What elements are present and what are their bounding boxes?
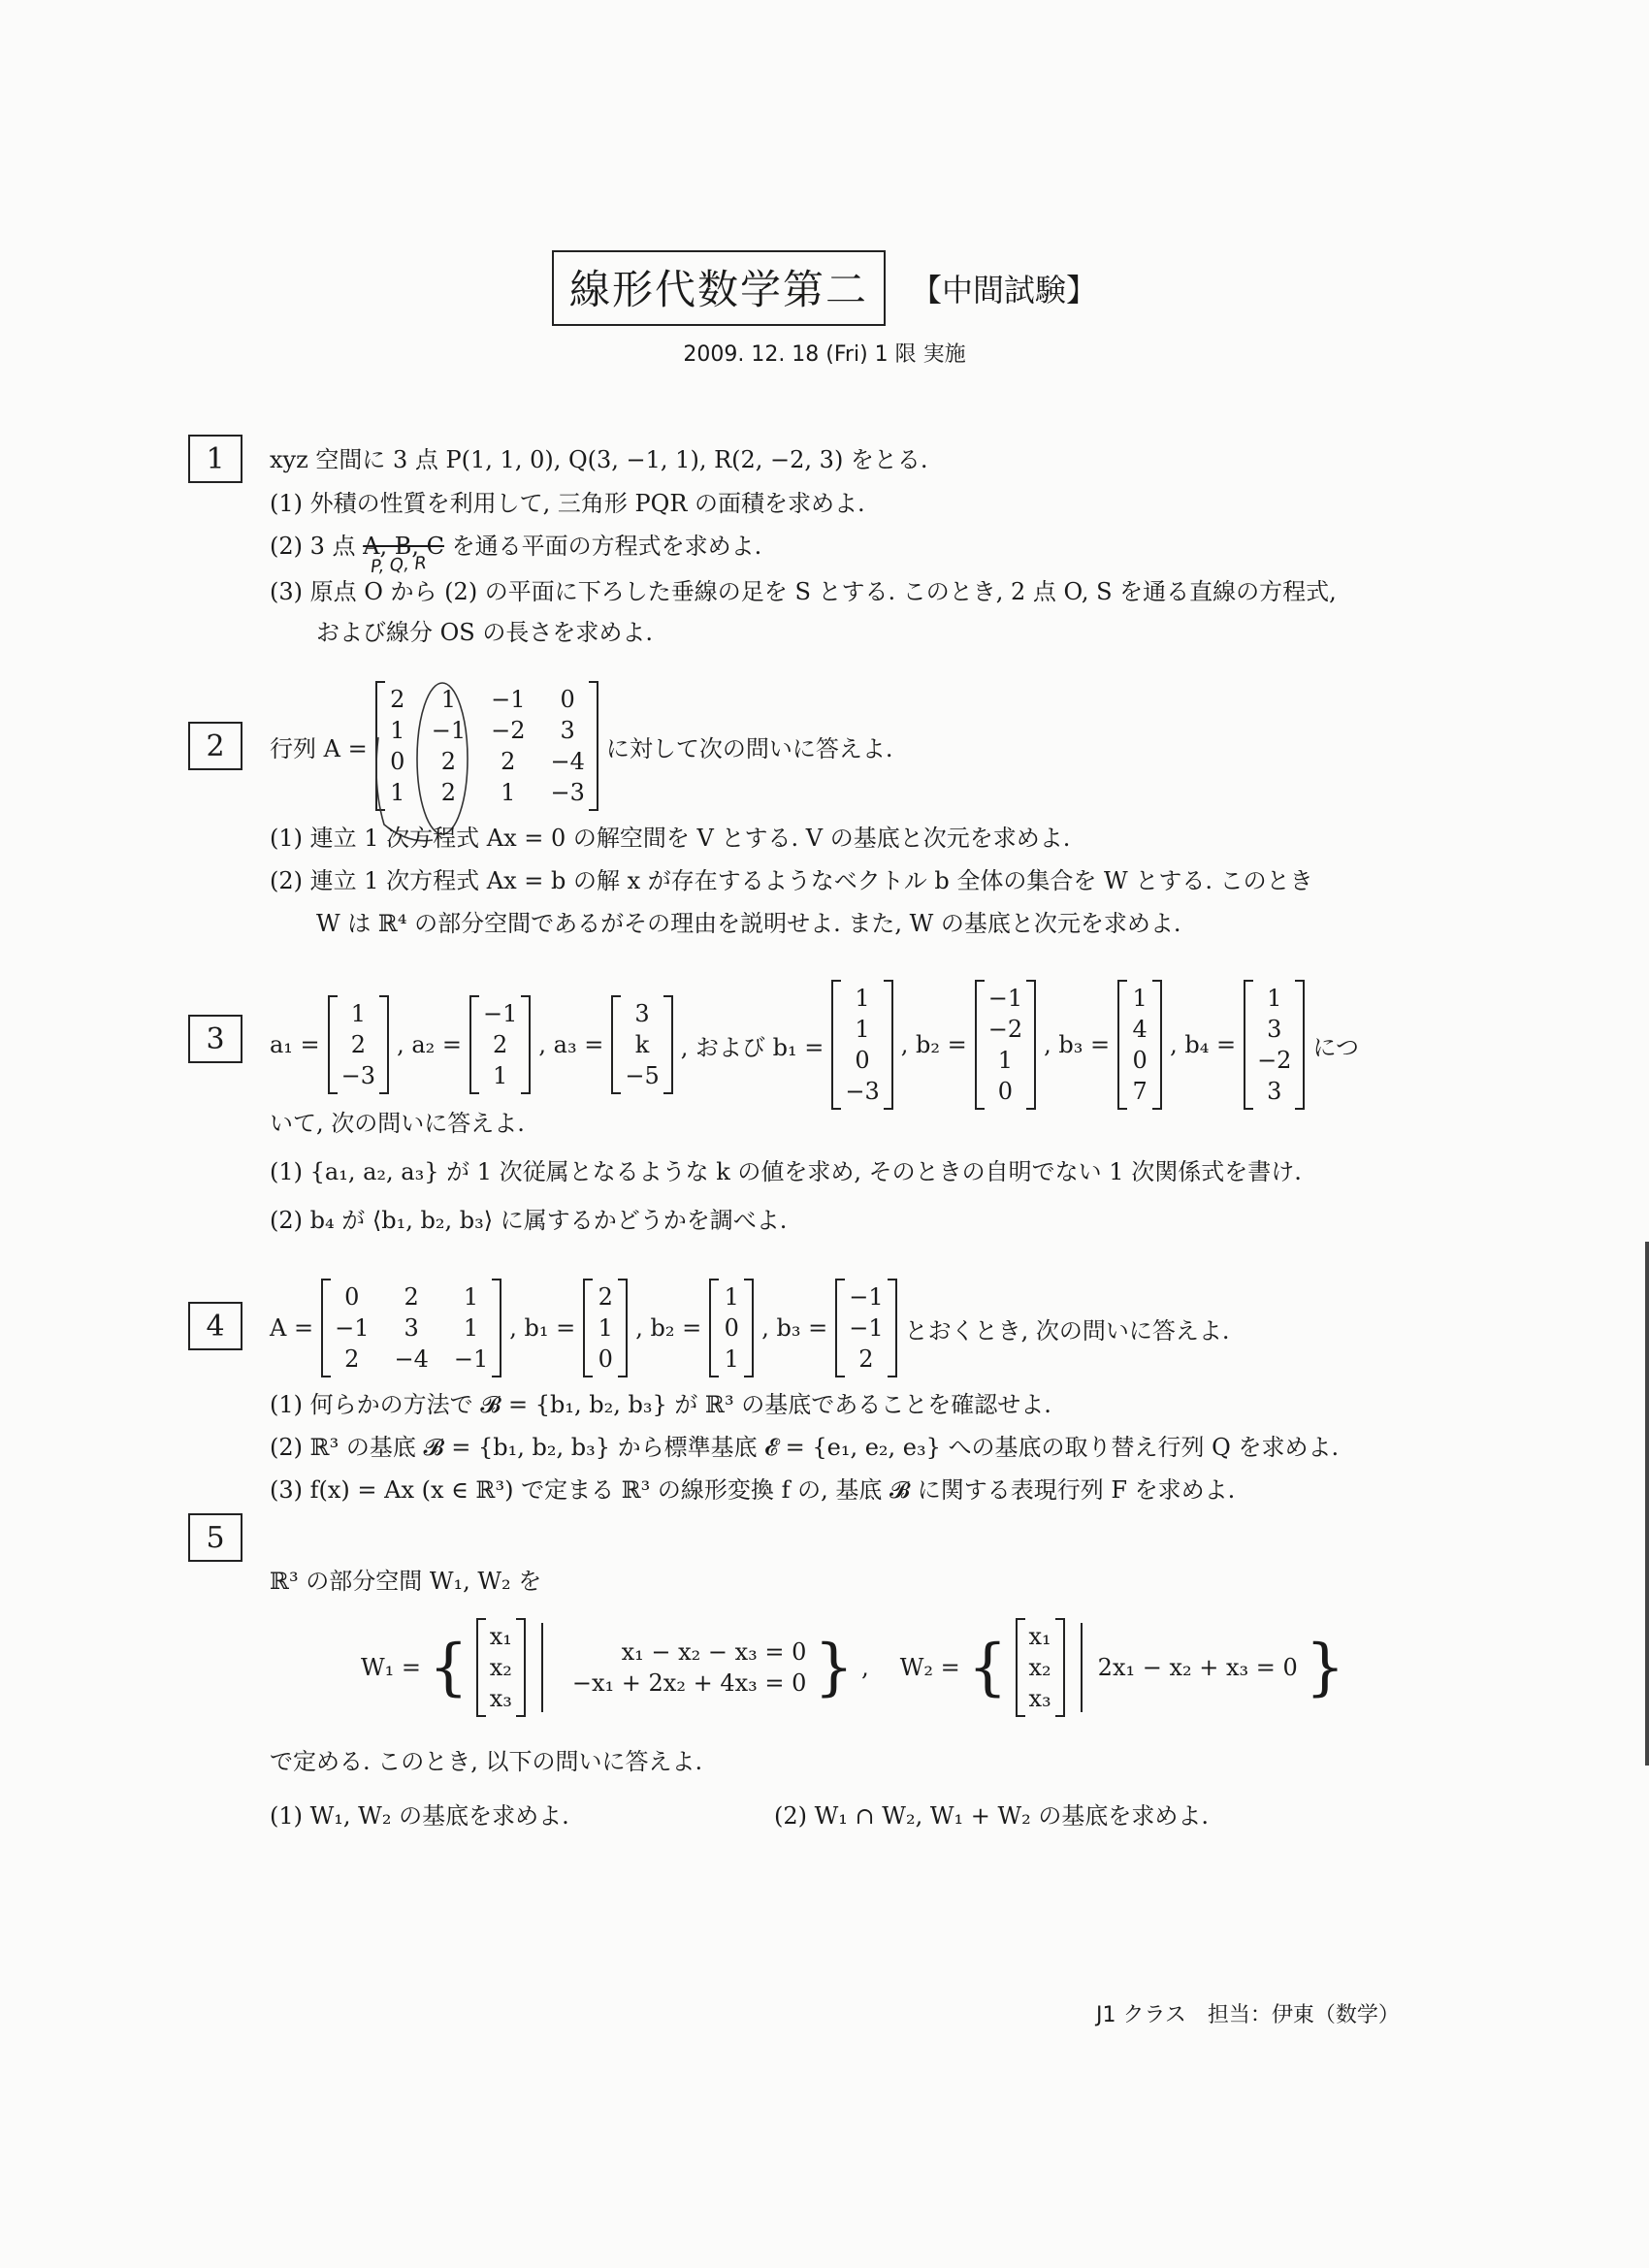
vector-entry: −3 [845, 1078, 880, 1105]
handwritten-pqr: P, Q, R [370, 553, 428, 577]
problem-3-vectors [270, 980, 1359, 1110]
vector-entry: x₃ [1028, 1685, 1051, 1712]
vector-entry: 2 [858, 1345, 874, 1373]
problem-1-q2 [270, 531, 761, 562]
matrix-cell: 0 [560, 686, 575, 713]
scan-edge-mark [1645, 1242, 1649, 1766]
problem-4-q3: (3) f(x) = Ax (x ∈ ℝ³) で定まる ℝ³ の線形変換 f の, 基底 𝓑 に関する表現行列 F を求めよ. [270, 1476, 1236, 1504]
problem-5-number: 5 [188, 1513, 242, 1562]
matrix-cell: −1 [491, 686, 526, 713]
problem-3-cont: いて, 次の問いに答えよ. [270, 1110, 525, 1137]
vector-entry: 3 [634, 1000, 650, 1027]
vector-entry: 1 [598, 1314, 613, 1342]
problem-3-q1: (1) {a₁, a₂, a₃} が 1 次従属となるような k の値を求め, そのときの自明でない 1 次関係式を書け. [270, 1158, 1302, 1185]
matrix-cell: 3 [560, 717, 575, 744]
vector-entry: 0 [855, 1047, 870, 1074]
matrix-cell: 0 [344, 1283, 360, 1311]
vector-entry: 1 [724, 1283, 739, 1311]
problem-1-intro: xyz 空間に 3 点 P(1, 1, 0), Q(3, −1, 1), R(2, −2, 3) をとる. [270, 446, 928, 473]
exam-subtitle: 【中間試験】 [911, 272, 1098, 308]
vector-entry: 3 [1267, 1016, 1282, 1043]
problem-2-q2-line2: W は ℝ⁴ の部分空間であるがその理由を説明せよ. また, W の基底と次元を求めよ. [316, 910, 1181, 937]
problem-1-q1: (1) 外積の性質を利用して, 三角形 PQR の面積を求めよ. [270, 490, 865, 517]
vector-entry: −2 [1257, 1047, 1292, 1074]
vector-entry: x₁ [1028, 1623, 1051, 1650]
vector-entry: 0 [724, 1314, 739, 1342]
exam-title: 線形代数学第二 [552, 250, 886, 326]
vector-entry: 1 [350, 1000, 366, 1027]
a2-label: , a₂ = [397, 1031, 462, 1058]
vector-entry: 1 [855, 985, 870, 1012]
matrix-cell: 2 [390, 686, 405, 713]
vector-entry: −2 [987, 1016, 1023, 1043]
vector-entry: 2 [598, 1283, 613, 1311]
exam-date: 2009. 12. 18 (Fri) 1 限 実施 [683, 342, 966, 367]
pencil-ellipse-marks [369, 679, 495, 844]
vector-entry: 1 [855, 1016, 870, 1043]
vector-entry: −5 [625, 1062, 660, 1089]
a3-label: , a₃ = [538, 1031, 604, 1058]
problem-1-q3-line1: (3) 原点 O から (2) の平面に下ろした垂線の足を S とする. このとき, 2 点 O, S を通る直線の方程式, [270, 578, 1337, 605]
vector-entry: 1 [724, 1345, 739, 1373]
matrix-cell: −1 [431, 717, 467, 744]
b3-label: , b₃ = [761, 1314, 828, 1342]
vector-entry: 1 [1267, 985, 1282, 1012]
vector-x [476, 1618, 526, 1717]
problem-2-q1: (1) 連立 1 次方程式 Ax = 0 の解空間を V とする. V の基底と次元を求めよ. [270, 825, 1071, 852]
right-brace: } [814, 1632, 855, 1703]
vector-entry: k [634, 1031, 650, 1058]
vector-entry: x₂ [1028, 1654, 1051, 1681]
vector-a1 [328, 995, 389, 1094]
vector-entry: 0 [997, 1078, 1014, 1105]
problem-4-q1: (1) 何らかの方法で 𝓑 = {b₁, b₂, b₃} が ℝ³ の基底であることを確認せよ. [270, 1391, 1051, 1418]
matrix-cell: −1 [335, 1314, 370, 1342]
matrix-cell: 2 [344, 1345, 360, 1373]
w1-label: W₁ = [361, 1654, 422, 1681]
vector-entry: −3 [340, 1062, 376, 1089]
problem-1-q2-tail: を通る平面の方程式を求めよ. [444, 533, 762, 560]
problem-1-number: 1 [188, 435, 242, 483]
w2-equation: 2x₁ − x₂ + x₃ = 0 [1097, 1654, 1298, 1681]
left-brace: { [429, 1632, 469, 1703]
vector-entry: 2 [350, 1031, 366, 1058]
b1-label: , および b₁ = [680, 1033, 824, 1061]
vector-b2 [709, 1279, 754, 1377]
vector-entry: x₁ [489, 1623, 512, 1650]
vector-entry: −1 [483, 1000, 518, 1027]
a1-label: a₁ = [270, 1031, 320, 1058]
vector-entry: −1 [849, 1314, 884, 1342]
vector-entry: −1 [987, 985, 1023, 1012]
matrix-a-label: A = [270, 1314, 314, 1342]
matrix-cell: 2 [404, 1283, 419, 1311]
b4-label: , b₄ = [1170, 1031, 1237, 1058]
matrix-cell: 2 [440, 748, 457, 775]
vector-entry: x₂ [489, 1654, 512, 1681]
problem-2-q2-line1: (2) 連立 1 次方程式 Ax = b の解 x が存在するようなベクトル b 全体の集合を W とする. このとき [270, 867, 1313, 894]
vector-b4 [1244, 980, 1305, 1110]
problem-4-q2: (2) ℝ³ の基底 𝓑 = {b₁, b₂, b₃} から標準基底 𝓔 = {e₁, e₂, e₃} への基底の取り替え行列 Q を求めよ. [270, 1434, 1340, 1461]
vector-b3 [1117, 980, 1162, 1110]
problem-4-statement [270, 1279, 1229, 1377]
vector-b1 [583, 1279, 628, 1377]
vector-entry: x₃ [489, 1685, 512, 1712]
title-row [0, 250, 1649, 326]
problem-5-after: で定める. このとき, 以下の問いに答えよ. [270, 1748, 703, 1775]
problem-3-number: 3 [188, 1015, 242, 1063]
problem-5-q1: (1) W₁, W₂ の基底を求めよ. [270, 1802, 569, 1830]
vector-entry: 2 [493, 1031, 508, 1058]
matrix-cell: 1 [463, 1283, 479, 1311]
matrix-cell: 0 [390, 748, 405, 775]
b1-label: , b₁ = [509, 1314, 576, 1342]
vector-x [1016, 1618, 1065, 1717]
matrix-cell: −4 [550, 748, 585, 775]
w2-label: W₂ = [899, 1654, 960, 1681]
such-that-bar [541, 1623, 543, 1712]
problem-3-q2: (2) b₄ が ⟨b₁, b₂, b₃⟩ に属するかどうかを調べよ. [270, 1207, 788, 1234]
w1-equation-1: x₁ − x₂ − x₃ = 0 [621, 1638, 807, 1666]
separator-comma: , [861, 1654, 869, 1681]
w1-equations [572, 1638, 807, 1697]
vector-b2 [975, 980, 1036, 1110]
problem-5-q2: (2) W₁ ∩ W₂, W₁ + W₂ の基底を求めよ. [774, 1802, 1210, 1830]
problem-1-q3-line2: および線分 OS の長さを求めよ. [316, 619, 654, 646]
vector-entry: 7 [1132, 1078, 1148, 1105]
struck-letters: A, B, C [363, 533, 445, 560]
vector-entry: 1 [1132, 985, 1148, 1012]
class-footer: J1 クラス 担当：伊東（数学） [1096, 2003, 1400, 2027]
matrix-cell: 1 [440, 686, 457, 713]
problem-2-number: 2 [188, 722, 242, 770]
matrix-cell: −4 [394, 1345, 429, 1373]
problem-2-lead: 行列 A = [270, 734, 368, 762]
problem-2-tail: に対して次の問いに答えよ. [605, 734, 893, 762]
problem-1-q2-lead: (2) 3 点 [270, 533, 364, 560]
b2-label: , b₂ = [635, 1314, 702, 1342]
b3-label: , b₃ = [1044, 1031, 1111, 1058]
vector-a2 [469, 995, 531, 1094]
matrix-cell: 1 [463, 1314, 479, 1342]
matrix-cell: 1 [390, 779, 405, 806]
problem-5-intro: ℝ³ の部分空間 W₁, W₂ を [270, 1568, 542, 1595]
w1-equation-2: −x₁ + 2x₂ + 4x₃ = 0 [571, 1669, 807, 1697]
vector-entry: −1 [849, 1283, 884, 1311]
problem-3-tail: につ [1312, 1033, 1359, 1061]
left-brace: { [967, 1632, 1008, 1703]
problem-2-statement [270, 681, 893, 811]
matrix-cell: 3 [404, 1314, 419, 1342]
matrix-cell: −2 [491, 717, 526, 744]
vector-entry: 1 [493, 1062, 508, 1089]
vector-entry: 0 [598, 1345, 613, 1373]
vector-entry: 4 [1132, 1016, 1148, 1043]
matrix-cell: −1 [453, 1345, 489, 1373]
vector-entry: 3 [1267, 1078, 1282, 1105]
vector-entry: 0 [1132, 1047, 1148, 1074]
matrix-cell: 2 [440, 779, 457, 806]
problem-4-number: 4 [188, 1302, 242, 1350]
vector-entry: 1 [997, 1047, 1014, 1074]
such-that-bar [1081, 1623, 1083, 1712]
problem-4-tail: とおくとき, 次の問いに答えよ. [904, 1316, 1230, 1345]
subspace-definitions [361, 1618, 1345, 1717]
vector-b1 [831, 980, 892, 1110]
matrix-cell: 1 [501, 779, 516, 806]
matrix-cell: −3 [550, 779, 585, 806]
matrix-cell: 1 [390, 717, 405, 744]
matrix-a [321, 1279, 501, 1377]
vector-a3 [611, 995, 672, 1094]
right-brace: } [1305, 1632, 1345, 1703]
matrix-cell: 2 [501, 748, 516, 775]
vector-b3 [835, 1279, 896, 1377]
b2-label: , b₂ = [900, 1031, 967, 1058]
